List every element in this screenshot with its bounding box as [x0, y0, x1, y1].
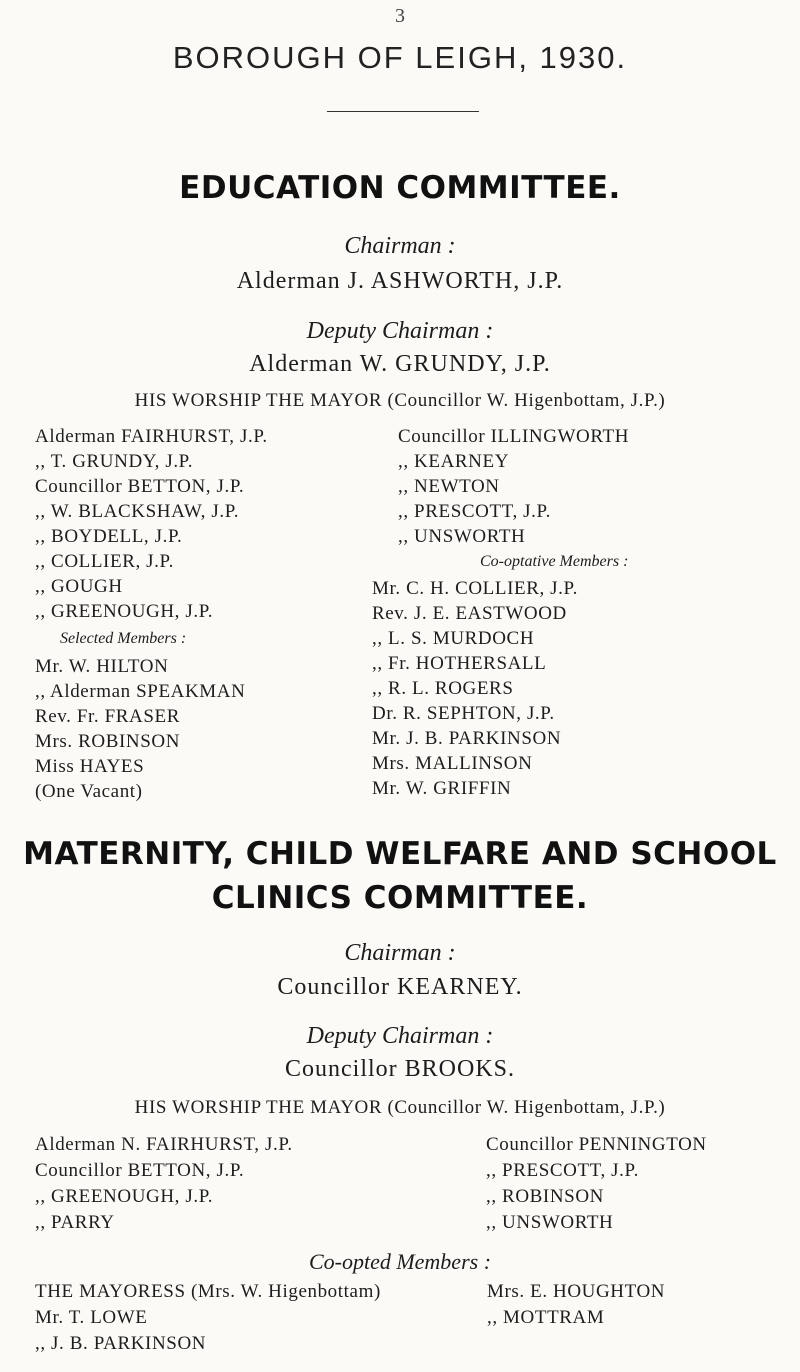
- education-mayor-line: HIS WORSHIP THE MAYOR (Councillor W. Higenbottam, J.P.): [134, 390, 666, 411]
- co-optative-member: ,, Fr. HOTHERSALL: [372, 653, 547, 674]
- education-member: Councillor ILLINGWORTH: [398, 426, 630, 447]
- maternity-chairman-label: Chairman :: [344, 940, 456, 966]
- co-optative-member: Mrs. MALLINSON: [372, 753, 533, 774]
- maternity-member: Councillor BETTON, J.P.: [35, 1160, 245, 1181]
- education-member: ,, GREENOUGH, J.P.: [35, 601, 214, 622]
- maternity-chairman: Councillor KEARNEY.: [277, 974, 523, 1000]
- maternity-heading-line2: CLINICS COMMITTEE.: [211, 880, 589, 916]
- education-member: ,, COLLIER, J.P.: [35, 551, 174, 572]
- selected-member: Mr. W. HILTON: [35, 656, 169, 677]
- co-optative-member: Rev. J. E. EASTWOOD: [372, 603, 567, 624]
- education-chairman: Alderman J. ASHWORTH, J.P.: [236, 268, 564, 294]
- education-member: ,, GOUGH: [35, 576, 123, 597]
- maternity-deputy-label: Deputy Chairman :: [306, 1023, 494, 1049]
- education-member: ,, BOYDELL, J.P.: [35, 526, 183, 547]
- education-chairman-label: Chairman :: [344, 233, 456, 259]
- maternity-member: Councillor PENNINGTON: [486, 1134, 707, 1155]
- education-deputy: Alderman W. GRUNDY, J.P.: [249, 351, 551, 377]
- maternity-member: ,, ROBINSON: [486, 1186, 604, 1207]
- education-member: ,, UNSWORTH: [398, 526, 526, 547]
- maternity-heading-line1: MATERNITY, CHILD WELFARE AND SCHOOL: [23, 836, 777, 872]
- education-member: Alderman FAIRHURST, J.P.: [35, 426, 268, 447]
- co-opted-member: Mrs. E. HOUGHTON: [487, 1281, 666, 1302]
- co-optative-member: ,, L. S. MURDOCH: [372, 628, 535, 649]
- selected-member: Rev. Fr. FRASER: [35, 706, 181, 727]
- co-opted-member: Mr. T. LOWE: [35, 1307, 148, 1328]
- co-optative-member: Dr. R. SEPHTON, J.P.: [372, 703, 555, 724]
- education-member: ,, KEARNEY: [398, 451, 510, 472]
- maternity-member: ,, UNSWORTH: [486, 1212, 614, 1233]
- co-optative-members-label: Co-optative Members :: [480, 553, 629, 570]
- co-opted-member: ,, J. B. PARKINSON: [35, 1333, 207, 1354]
- education-member: ,, PRESCOTT, J.P.: [398, 501, 551, 522]
- borough-title: BOROUGH OF LEIGH, 1930.: [172, 40, 628, 75]
- maternity-member: ,, PARRY: [35, 1212, 115, 1233]
- education-member: ,, T. GRUNDY, J.P.: [35, 451, 194, 472]
- maternity-member: ,, PRESCOTT, J.P.: [486, 1160, 639, 1181]
- selected-member: ,, Alderman SPEAKMAN: [35, 681, 246, 702]
- title-divider: [327, 111, 479, 112]
- co-optative-member: ,, R. L. ROGERS: [372, 678, 514, 699]
- co-opted-member: THE MAYORESS (Mrs. W. Higenbottam): [35, 1281, 381, 1302]
- education-deputy-label: Deputy Chairman :: [306, 318, 494, 344]
- education-member: ,, W. BLACKSHAW, J.P.: [35, 501, 240, 522]
- co-opted-members-label: Co-opted Members :: [308, 1249, 492, 1274]
- education-member: Councillor BETTON, J.P.: [35, 476, 245, 497]
- maternity-member: ,, GREENOUGH, J.P.: [35, 1186, 214, 1207]
- selected-member: Miss HAYES: [35, 756, 145, 777]
- education-member: ,, NEWTON: [398, 476, 500, 497]
- education-heading: EDUCATION COMMITTEE.: [179, 170, 621, 206]
- selected-members-label: Selected Members :: [60, 630, 187, 647]
- selected-member: Mrs. ROBINSON: [35, 731, 181, 752]
- maternity-member: Alderman N. FAIRHURST, J.P.: [35, 1134, 293, 1155]
- co-optative-member: Mr. W. GRIFFIN: [372, 778, 512, 799]
- selected-member: (One Vacant): [35, 781, 143, 802]
- page-number: 3: [395, 5, 405, 27]
- co-optative-member: Mr. J. B. PARKINSON: [372, 728, 562, 749]
- co-optative-member: Mr. C. H. COLLIER, J.P.: [372, 578, 578, 599]
- co-opted-member: ,, MOTTRAM: [487, 1307, 605, 1328]
- maternity-deputy: Councillor BROOKS.: [284, 1056, 515, 1082]
- maternity-mayor-line: HIS WORSHIP THE MAYOR (Councillor W. Higenbottam, J.P.): [134, 1097, 666, 1118]
